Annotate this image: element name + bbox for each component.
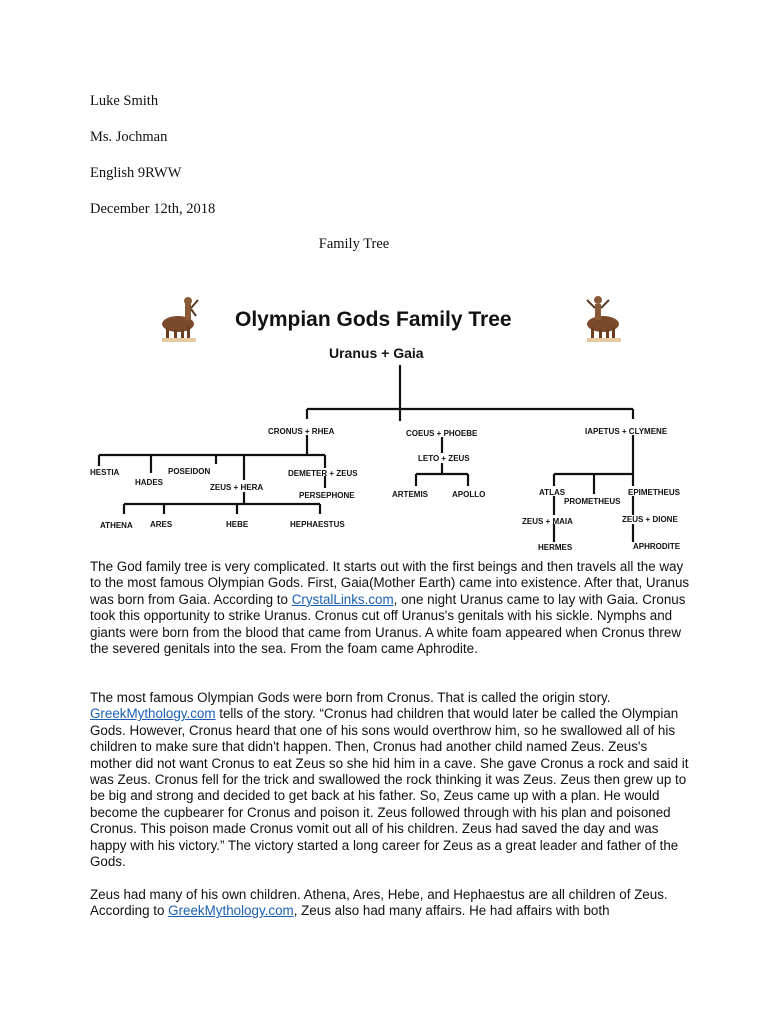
paragraph-2-text-a: The most famous Olympian Gods were born from Cronus. That is called the origin story.: [90, 690, 611, 705]
node-persephone: PERSEPHONE: [299, 491, 355, 500]
node-zeus-dione: ZEUS + DIONE: [622, 515, 678, 524]
document-date: December 12th, 2018: [90, 201, 216, 217]
paragraph-1: [90, 559, 690, 657]
node-artemis: ARTEMIS: [392, 490, 428, 499]
node-aphrodite: APHRODITE: [633, 542, 681, 551]
family-tree-diagram: [80, 288, 700, 554]
greekmythology-link[interactable]: GreekMythology.com: [90, 706, 216, 722]
class-name: English 9RWW: [90, 165, 182, 181]
tree-connectors: [99, 365, 633, 542]
node-coeus-phoebe: COEUS + PHOEBE: [406, 429, 478, 438]
paragraph-3-text-b: , Zeus also had many affairs. He had affairs with both: [293, 903, 610, 919]
centaur-emblem-left: [162, 297, 198, 342]
paragraph-3-text-a: Zeus had many of his own children. Athena, Ares, Hebe, and Hephaestus are all children of Zeus. According to: [90, 887, 668, 919]
tree-root-node: Uranus + Gaia: [329, 345, 424, 361]
greekmythology-link-2[interactable]: GreekMythology.com: [168, 903, 294, 919]
paragraph-1-text-b: , one night Uranus came to lay with Gaia. Cronus took this opportunity to strike Uranus. Cronus cut off Uranus's genitals with his sickle. Nymphs and giants were born from the blood that came from Uranus. A white foam appeared when Cronus threw the severed genitals into the sea. From the foam came Aphrodite.: [90, 591, 686, 657]
paragraph-3: [90, 887, 690, 920]
node-athena: ATHENA: [100, 521, 133, 530]
node-iapetus-clymene: IAPETUS + CLYMENE: [585, 427, 668, 436]
crystallinks-link[interactable]: CrystalLinks.com: [291, 591, 394, 607]
tree-title: Olympian Gods Family Tree: [235, 308, 512, 331]
paragraph-2: [90, 690, 690, 870]
node-poseidon: POSEIDON: [168, 467, 211, 476]
node-atlas: ATLAS: [539, 488, 566, 497]
node-zeus-maia: ZEUS + MAIA: [522, 517, 573, 526]
node-ares: ARES: [150, 520, 173, 529]
node-leto-zeus: LETO + ZEUS: [418, 454, 470, 463]
node-zeus-hera: ZEUS + HERA: [210, 483, 264, 492]
node-hebe: HEBE: [226, 520, 249, 529]
node-hestia: HESTIA: [90, 468, 120, 477]
node-epimetheus: EPIMETHEUS: [628, 488, 681, 497]
document-title: Family Tree: [318, 236, 390, 252]
paragraph-2-text-b: tells of the story. “Cronus had children that would later be called the Olympian Gods. However, Cronus heard that one of his sons would overthrow him, so he swallowed all of his children to make sure that didn't happen. Then, Cronus had another child named Zeus. Zeus's mother did not want Cronus to eat Zeus so she hid him in a cave. She gave Cronus a rock and said it was Zeus. Cronus fell for the trick and swallowed the rock thinking it was Zeus. Zeus then grew up to be big and strong and decided to get back at his father. So, Zeus came up with a plan. He would become the cupbearer for Cronus and poison it. Zeus followed through with his plan and poisoned Cronus. This poison made Cronus vomit out all of his children. Zeus had saved the day and was happy with his victory.” The victory started a long career for Zeus as a great leader and father of the Gods.: [90, 706, 689, 870]
paragraph-1-text-a: The God family tree is very complicated. It starts out with the first beings and then travels all the way to the most famous Olympian Gods. First, Gaia(Mother Earth) came into existence. After that, Uranus was born from Gaia. According to: [90, 559, 690, 607]
teacher-name: Ms. Jochman: [90, 129, 168, 145]
centaur-emblem-right: [587, 296, 621, 342]
node-hermes: HERMES: [538, 543, 573, 552]
node-demeter-zeus: DEMETER + ZEUS: [288, 469, 358, 478]
node-hades: HADES: [135, 478, 164, 487]
student-name: Luke Smith: [90, 93, 159, 109]
node-apollo: APOLLO: [452, 490, 486, 499]
node-hephaestus: HEPHAESTUS: [290, 520, 345, 529]
node-cronus-rhea: CRONUS + RHEA: [268, 427, 335, 436]
node-prometheus: PROMETHEUS: [564, 497, 621, 506]
